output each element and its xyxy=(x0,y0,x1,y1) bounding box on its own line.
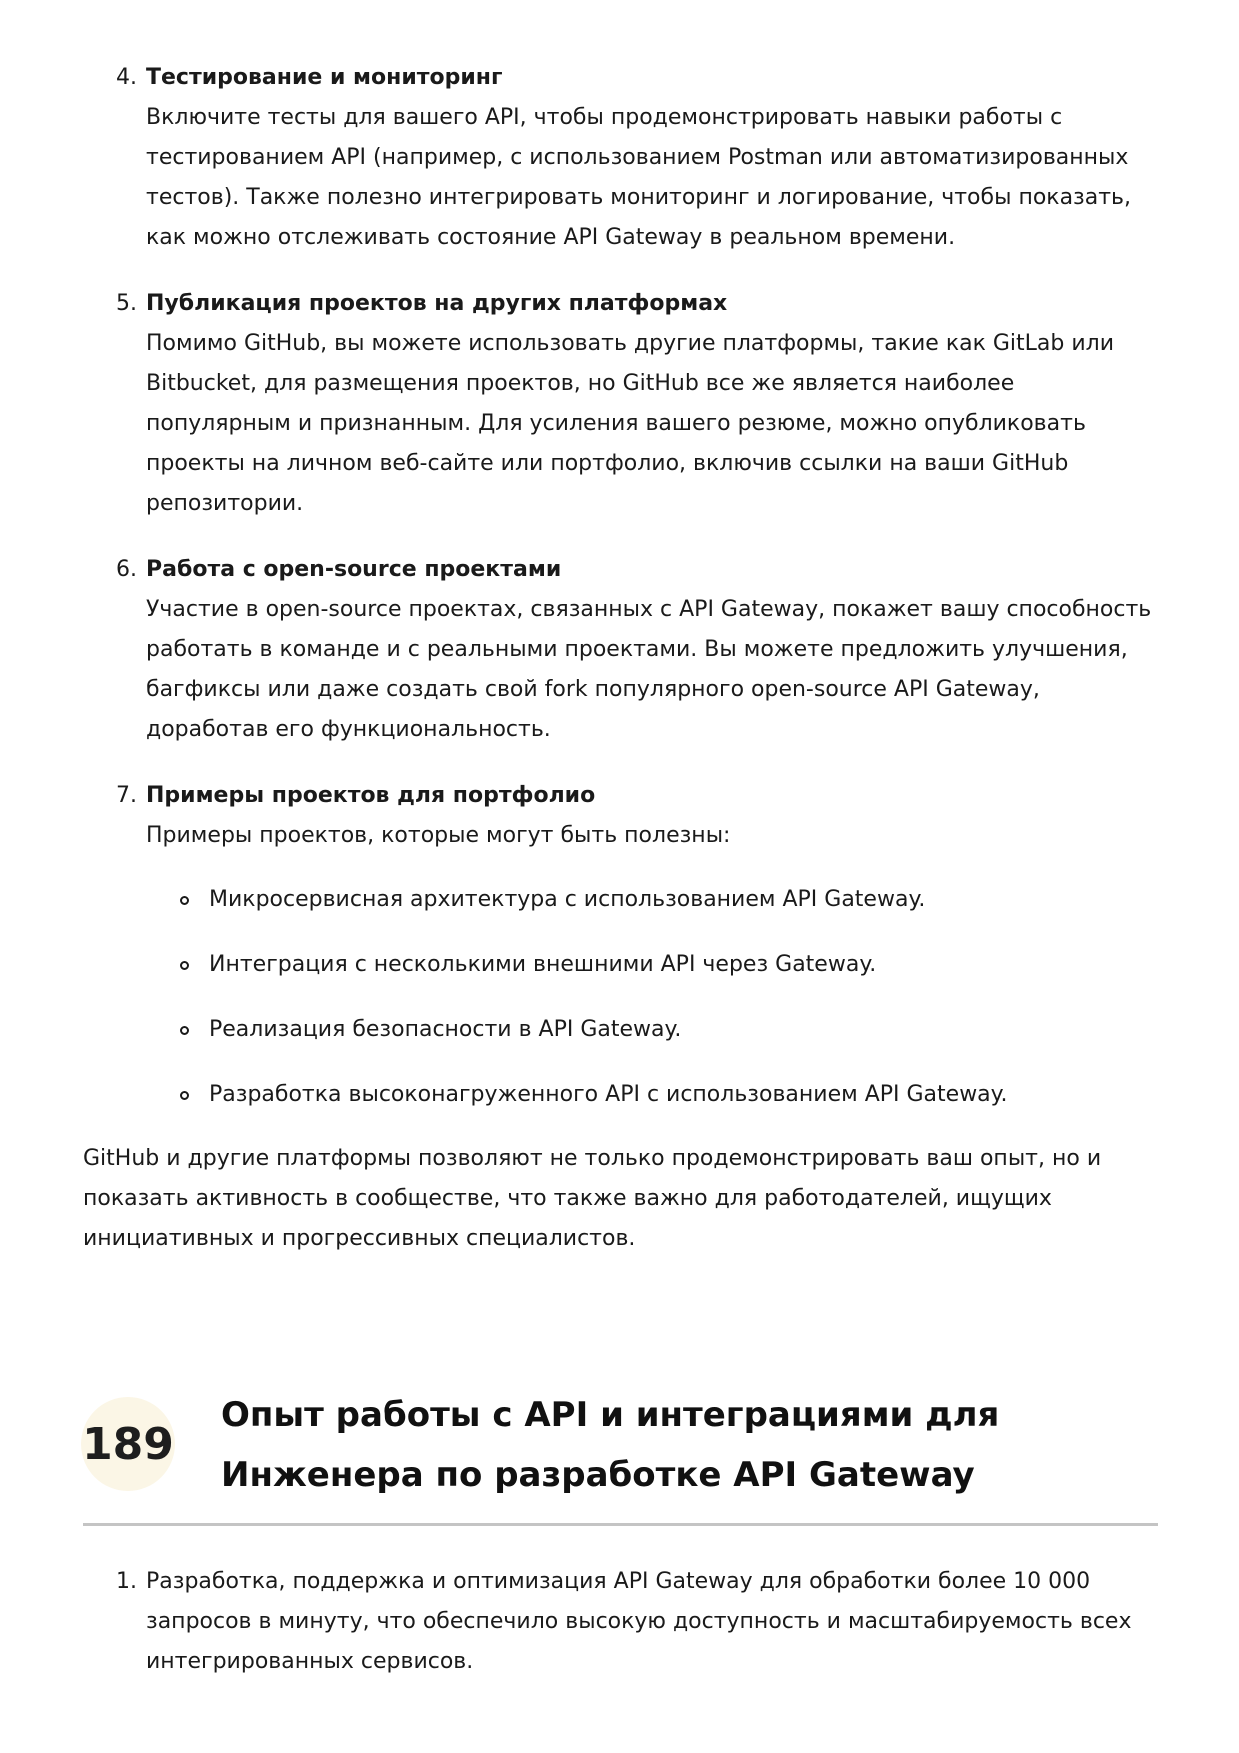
numbered-list xyxy=(83,1562,1158,1682)
bullet-list xyxy=(146,880,1158,1115)
chapter-content xyxy=(83,1562,1158,1682)
bullet-item xyxy=(146,1075,1158,1115)
item-body: Разработка, поддержка и оптимизация API Gateway для обработки более 10 000 запросов в минуту, что обеспечило высокую доступность и масштабируемость всех интегрированных сервисов. xyxy=(146,1569,1132,1674)
bullet-item xyxy=(146,945,1158,985)
bullet-text: Реализация безопасности в API Gateway. xyxy=(209,1017,682,1042)
list-item xyxy=(83,1562,1158,1682)
item-title: Примеры проектов для портфолио xyxy=(146,783,596,808)
item-number: 5. xyxy=(116,291,137,316)
hollow-bullet-icon xyxy=(180,1091,189,1100)
hollow-bullet-icon xyxy=(180,1026,189,1035)
bullet-text: Интеграция с несколькими внешними API через Gateway. xyxy=(209,952,877,977)
chapter-header xyxy=(83,1397,1158,1526)
item-title: Публикация проектов на других платформах xyxy=(146,291,728,316)
chapter-number-badge: 189 xyxy=(81,1397,175,1491)
item-title: Тестирование и мониторинг xyxy=(146,65,503,90)
item-body: Помимо GitHub, вы можете использовать другие платформы, такие как GitLab или Bitbucket, для размещения проектов, но GitHub все же является наиболее популярным и признанным. Для усиления вашего резюме, можно опубликовать проекты на личном веб-сайте или портфолио, включив ссылки на ваши GitHub репозитории. xyxy=(146,331,1115,516)
list-item xyxy=(83,284,1158,524)
item-number: 7. xyxy=(116,783,137,808)
item-title: Работа с open-source проектами xyxy=(146,557,562,582)
list-item xyxy=(83,550,1158,750)
bullet-text: Разработка высоконагруженного API с использованием API Gateway. xyxy=(209,1082,1008,1107)
bullet-text: Микросервисная архитектура с использованием API Gateway. xyxy=(209,887,926,912)
item-number: 6. xyxy=(116,557,137,582)
summary-paragraph: GitHub и другие платформы позволяют не только продемонстрировать ваш опыт, но и показать активность в сообществе, что также важно для работодателей, ищущих инициативных и прогрессивных специалистов. xyxy=(83,1146,1102,1251)
bullet-item xyxy=(146,1010,1158,1050)
item-body: Примеры проектов, которые могут быть полезны: xyxy=(146,823,731,848)
hollow-bullet-icon xyxy=(180,896,189,905)
document-page xyxy=(83,58,1158,1259)
hollow-bullet-icon xyxy=(180,961,189,970)
chapter-title: Опыт работы с API и интеграциями для Инженера по разработке API Gateway xyxy=(221,1395,1000,1495)
item-number: 4. xyxy=(116,65,137,90)
list-item xyxy=(83,58,1158,258)
item-body: Участие в open-source проектах, связанных с API Gateway, покажет вашу способность работать в команде и с реальными проектами. Вы можете предложить улучшения, багфиксы или даже создать свой fork популярного open-source API Gateway, доработав его функциональность. xyxy=(146,597,1152,742)
item-body: Включите тесты для вашего API, чтобы продемонстрировать навыки работы с тестированием API (например, с использованием Postman или автоматизированных тестов). Также полезно интегрировать мониторинг и логирование, чтобы показать, как можно отслеживать состояние API Gateway в реальном времени. xyxy=(146,105,1132,250)
numbered-list xyxy=(83,58,1158,1115)
list-item xyxy=(83,776,1158,1115)
bullet-item xyxy=(146,880,1158,920)
item-number: 1. xyxy=(116,1569,137,1594)
